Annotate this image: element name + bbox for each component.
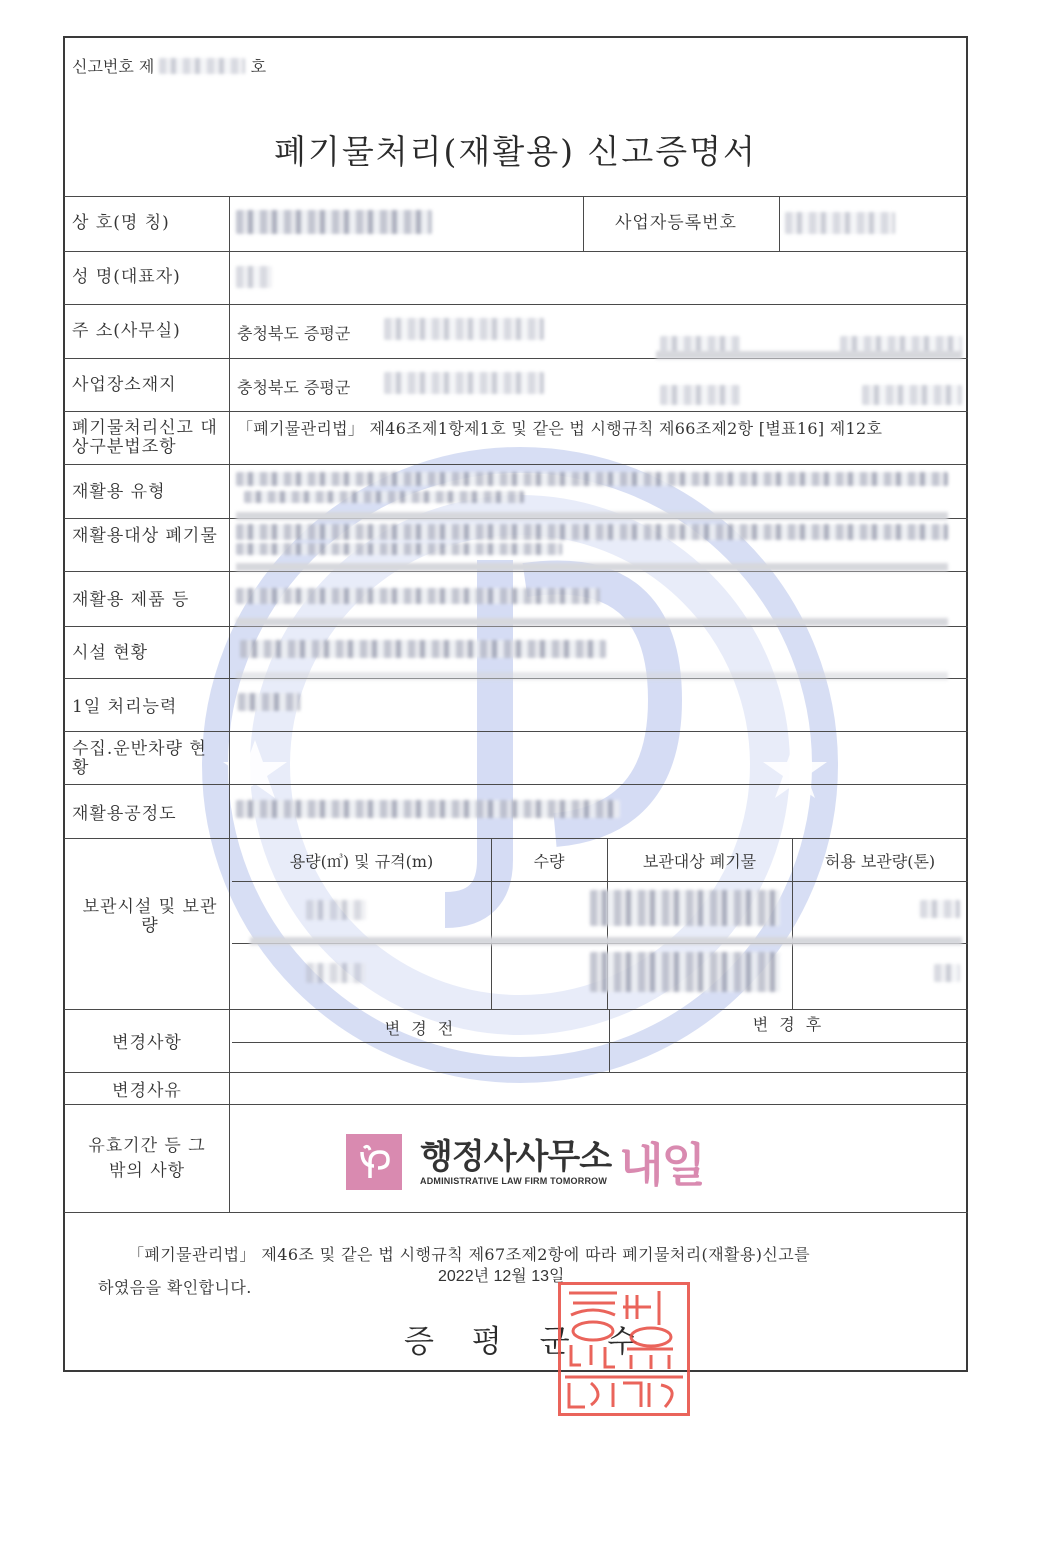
legal-basis-label: 폐기물처리신고 대상구분법조항: [72, 418, 218, 457]
redacted-site-address: [384, 372, 544, 394]
redacted-storage-cell: [920, 900, 960, 918]
office-address-label: 주 소(사무실): [72, 321, 181, 341]
redacted-representative: [236, 266, 272, 288]
redacted-text: [862, 385, 962, 405]
report-number-prefix: 신고번호 제: [72, 57, 155, 76]
daily-capacity-label: 1일 처리능력: [72, 697, 178, 717]
redacted-recycling-type: [236, 472, 948, 486]
redacted-storage-cell: [306, 900, 366, 920]
confirmation-statement-line2: 하였음을 확인합니다.: [98, 1278, 252, 1297]
before-change-header: 변 경 전: [384, 1019, 457, 1038]
redaction-bar: [656, 351, 962, 359]
change-reason-label: 변경사유: [112, 1081, 182, 1101]
business-name-label: 상 호(명 칭): [72, 213, 170, 233]
redacted-target-waste: [236, 524, 948, 540]
page-title: 폐기물처리(재활용) 신고증명서: [274, 132, 757, 171]
official-seal-icon: [558, 1282, 690, 1416]
after-change-header: 변 경 후: [752, 1015, 825, 1034]
validity-label: 유효기간 등 그 밖의 사항: [88, 1136, 206, 1181]
logo-sub-text: ADMINISTRATIVE LAW FIRM TOMORROW: [420, 1176, 608, 1186]
sprout-logo-icon: [346, 1134, 402, 1190]
redaction-bar: [236, 563, 948, 571]
redacted-facility: [240, 640, 606, 658]
target-waste-label: 재활용대상 폐기물: [72, 526, 218, 546]
process-label: 재활용공정도: [72, 804, 177, 824]
redacted-report-number: [159, 58, 245, 74]
redaction-bar: [250, 937, 962, 945]
changes-label: 변경사항: [112, 1033, 182, 1053]
logo-accent-text: 내일: [619, 1138, 704, 1192]
logo-main-text: 행정사사무소: [420, 1137, 612, 1177]
storage-col-quantity: 수량: [533, 852, 565, 871]
report-number-suffix: 호: [250, 57, 267, 76]
redacted-storage-cell: [590, 952, 780, 992]
storage-col-waste: 보관대상 폐기물: [642, 852, 757, 871]
site-address-label: 사업장소재지: [72, 375, 177, 395]
redaction-bar: [236, 672, 948, 680]
law-firm-logo: [346, 1133, 704, 1191]
redacted-storage-cell: [306, 963, 366, 983]
vehicles-label: 수집.운반차량 현황: [72, 739, 207, 778]
report-number: [72, 54, 266, 77]
legal-basis-value: 「폐기물관리법」 제46조제1항제1호 및 같은 법 시행규칙 제66조제2항 [별표16] 제12호: [237, 419, 883, 438]
representative-label: 성 명(대표자): [72, 267, 181, 287]
facility-label: 시설 현황: [72, 643, 149, 663]
redaction-bar: [236, 512, 948, 520]
redacted-storage-cell: [934, 964, 960, 982]
storage-col-allowed: 허용 보관량(톤): [824, 852, 936, 871]
redacted-office-address: [384, 318, 544, 340]
products-label: 재활용 제품 등: [72, 590, 190, 610]
recycling-type-label: 재활용 유형: [72, 482, 166, 502]
redacted-daily-capacity: [238, 693, 300, 711]
registration-number-label: 사업자등록번호: [615, 213, 737, 233]
office-address-value: 충청북도 증평군: [237, 324, 351, 343]
redacted-recycling-type: [244, 491, 524, 503]
redaction-bar: [236, 618, 948, 626]
redacted-target-waste: [236, 543, 562, 555]
storage-col-capacity: 용량(㎥) 및 규격(m): [289, 852, 434, 871]
redacted-text: [660, 385, 740, 405]
redacted-process: [236, 800, 620, 818]
redacted-business-name: [236, 210, 432, 234]
redacted-products: [236, 588, 600, 604]
storage-label: 보관시설 및 보관량: [82, 897, 218, 936]
issue-date: 2022년 12월 13일: [438, 1268, 565, 1285]
site-address-value: 충청북도 증평군: [237, 378, 351, 397]
issuer-name: 증 평 군 수: [404, 1324, 652, 1360]
confirmation-statement-line1: 「폐기물관리법」 제46조 및 같은 법 시행규칙 제67조제2항에 따라 폐기물처리(재활용)신고를: [128, 1245, 810, 1264]
redacted-storage-cell: [590, 890, 780, 926]
redacted-registration-number: [785, 212, 895, 234]
